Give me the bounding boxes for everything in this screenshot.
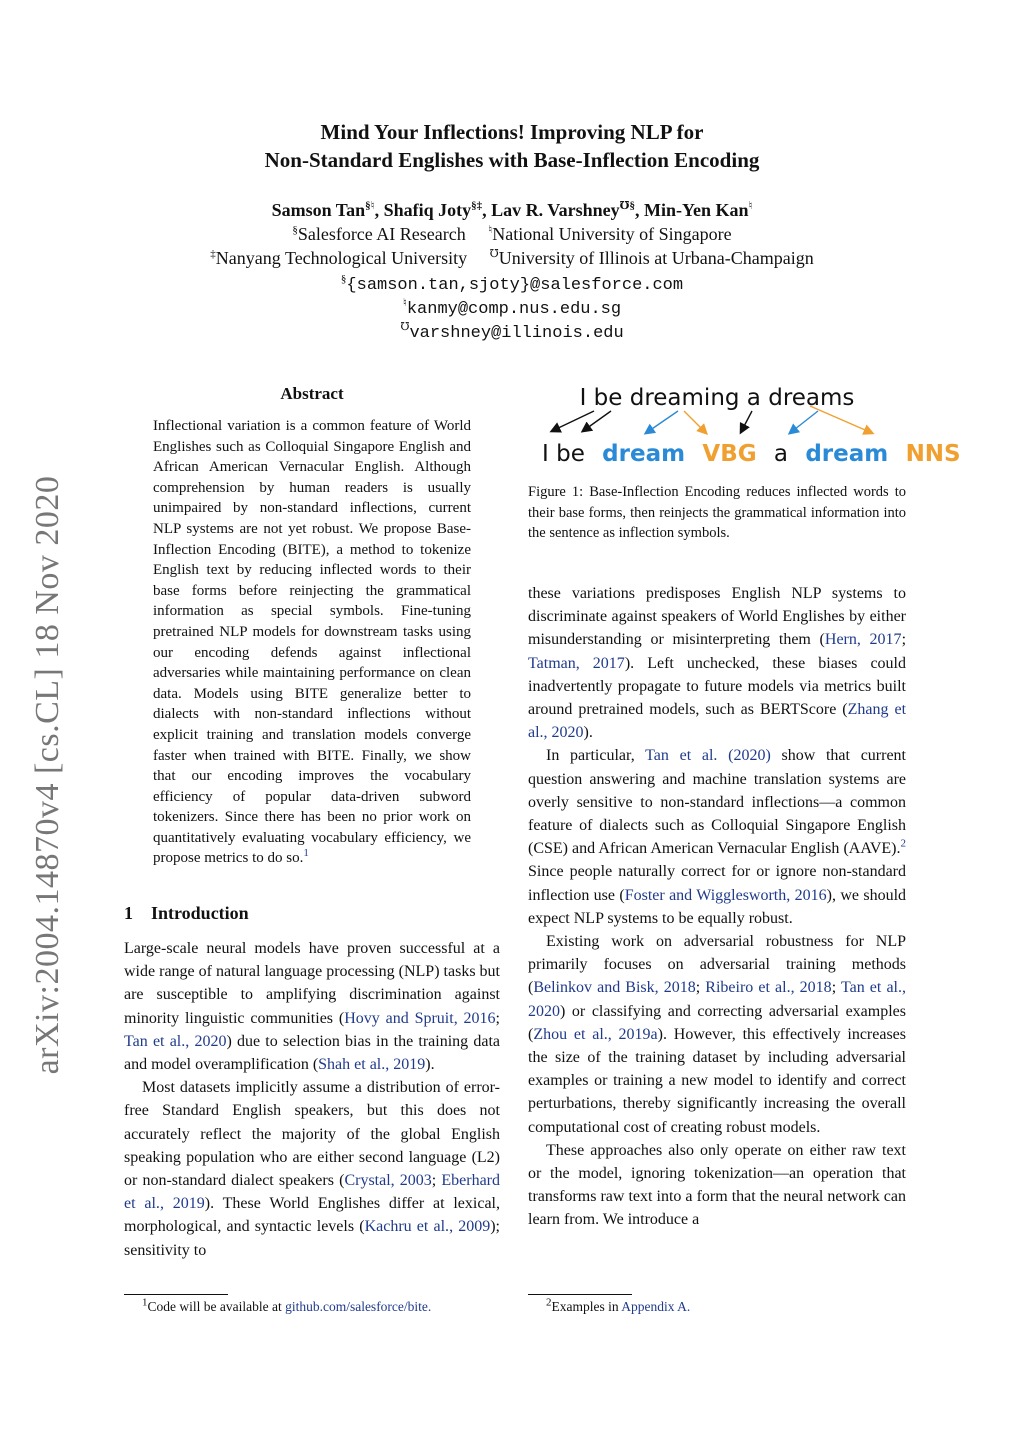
citation-link[interactable]: Hern, 2017 xyxy=(824,631,902,649)
affiliation-row-1 xyxy=(0,222,1024,246)
figure-1 xyxy=(528,378,961,474)
affiliation-mark: ℧ xyxy=(489,248,499,260)
affiliation-mark: ‡ xyxy=(210,248,216,260)
email-mark: ℧ xyxy=(400,321,410,333)
citation-author: Tan et al. xyxy=(124,1032,186,1050)
affiliation: National University of Singapore xyxy=(492,224,732,244)
affiliation-mark: § xyxy=(292,224,298,236)
footnote-link[interactable]: github.com/salesforce/bite. xyxy=(285,1299,432,1314)
paragraph-text: These approaches also only operate on either raw text or the model, ignoring tokenization—an operation that transforms raw text into a form that the neural network can learn from. We introduce a xyxy=(528,1141,906,1229)
paragraph: these variations predisposes English NLP systems to discriminate against speakers of World Englishes by either misunderstanding or misinterpreting them (Hern, 2017; Tatman, 2017). Left unchecked, these biases could inadvertently propagate to future models via metrics built around pretrained models, such as BERTScore (Zhang et al., 2020). xyxy=(528,585,907,742)
token-inflection: VBG xyxy=(702,441,757,467)
footnote-mark: 2 xyxy=(546,1296,552,1309)
arrow xyxy=(790,411,818,433)
paragraph: Most datasets implicitly assume a distribution of error-free Standard English speakers, but this does not accurately reflect the majority of the global English speaking population who are either second language (L2) or non-standard dialect speakers (Crystal, 2003; Eberhard et al., 2019). These World Englishes differ at lexical, morphological, and syntactic levels (Kachru et al., 2009); sensitivity to xyxy=(124,1079,501,1259)
citation-link[interactable]: Tatman, 2017 xyxy=(528,654,625,672)
figure-encoded-sentence xyxy=(542,441,961,467)
abstract-text: Inflectional variation is a common feature of World Englishes such as Colloquial Singapore English and African American Vernacular English. Although comprehension by human readers is usually unimpaired by non-standard inflections, current NLP systems are not yet robust. We propose Base-Inflection Encoding (BITE), a method to tokenize English text by reducing inflected words to their base forms before reinjecting the grammatical information as special symbols. Fine-tuning pretrained NLP models for downstream tasks using our encoding defends against inflectional adversaries while maintaining performance on clean data. Models using BITE generalize better to dialects with non-standard inflections without explicit training and translation models converge faster when trained with BITE. Finally, we show that our encoding improves the vocabulary efficiency of popular data-driven subword tokenizers. Since there has been no prior work on quantitatively evaluating vocabulary efficiency, we propose metrics to do so. xyxy=(153,418,471,867)
paragraph-text: ). Left unchecked, these biases could inadvertently propagate to future models via metrics built around pretrained models, such as BERTScore ( xyxy=(528,654,907,719)
citation-link[interactable]: Foster and Wigglesworth, 2016 xyxy=(624,886,827,904)
abstract-body xyxy=(153,416,471,869)
citation-year: 2003 xyxy=(399,1172,432,1190)
author-marks: §‡ xyxy=(471,200,483,212)
email[interactable]: {samson.tan,sjoty}@salesforce.com xyxy=(346,276,684,295)
footnote-mark: 1 xyxy=(142,1296,148,1309)
paragraph-text: ) or classifying and correcting adversarial examples ( xyxy=(528,1002,906,1043)
abstract-heading: Abstract xyxy=(280,384,344,403)
citation-link[interactable]: Crystal, 2003 xyxy=(344,1172,432,1190)
citation-year: 2019 xyxy=(172,1195,205,1213)
title-line-2: Non-Standard Englishes with Base-Inflection Encoding xyxy=(264,148,760,172)
left-column-body xyxy=(124,937,500,1262)
footnote xyxy=(142,1298,431,1316)
footnote-rule xyxy=(528,1294,632,1295)
citation-author: Kachru et al. xyxy=(364,1218,450,1236)
citation-link[interactable]: Shah et al., 2019 xyxy=(318,1056,426,1074)
affiliation-mark: ♮ xyxy=(488,224,493,236)
section-heading xyxy=(124,903,249,924)
citation-author: Shah et al. xyxy=(318,1056,386,1074)
author-name: Lav R. Varshney xyxy=(491,200,620,220)
paragraph-text: Since people naturally correct for or ignore non-standard inflection use ( xyxy=(528,863,906,904)
token: I be xyxy=(542,441,585,467)
paragraph-text: ). xyxy=(425,1056,435,1074)
paragraph-text: these variations predisposes English NLP systems to discriminate against speakers of World Englishes by either misunderstanding or misinterpreting them ( xyxy=(528,585,906,649)
footnote-ref[interactable]: 1 xyxy=(303,847,309,860)
citation-author: Eberhard et al. xyxy=(124,1172,501,1213)
email-row-1 xyxy=(0,271,1024,298)
email-row-2 xyxy=(0,295,1024,322)
paragraph: Existing work on adversarial robustness for NLP primarily focuses on adversarial training methods (Belinkov and Bisk, 2018; Ribeiro et al., 2018; Tan et al., 2020) or classifying and correcting adversarial examples (Zhou et al., 2019a). However, this effectively increases the size of the training dataset by including adversarial examples or training a new model to identify and correct perturbations, thereby significantly increasing the overall computational cost of creating robust models. xyxy=(528,933,907,1136)
affiliation: Nanyang Technological University xyxy=(215,248,468,268)
paragraph-text: ); sensitivity to xyxy=(124,1218,500,1259)
author-marks: ♮ xyxy=(748,200,753,212)
email-mark: ♮ xyxy=(402,297,407,309)
citation-author: Crystal xyxy=(344,1172,391,1190)
citation-link[interactable]: Hovy and Spruit, 2016 xyxy=(344,1009,496,1027)
paragraph xyxy=(528,744,906,930)
paragraph-text: ). These World Englishes differ at lexical, morphological, and syntactic levels ( xyxy=(124,1195,501,1236)
arxiv-sidebar xyxy=(2,250,94,1300)
title-line-1: Mind Your Inflections! Improving NLP for xyxy=(320,120,704,144)
author-name: Min-Yen Kan xyxy=(643,200,749,220)
citation-year: 2009 xyxy=(458,1218,491,1236)
author-marks: §♮ xyxy=(365,200,375,212)
citation-year: 2016 xyxy=(463,1009,496,1027)
figure-source-sentence: I be dreaming a dreams xyxy=(579,385,855,411)
citation-year: 2019 xyxy=(393,1056,426,1074)
figure-caption: Figure 1: Base-Inflection Encoding reduces inflected words to their base forms, then reinjects the grammatical information into the sentence as inflection symbols. xyxy=(528,484,906,542)
paragraph xyxy=(528,1139,906,1232)
paragraph-text: In particular, xyxy=(546,747,646,765)
citation-link[interactable]: Zhang et al., 2020 xyxy=(528,701,907,742)
author-marks: ℧§ xyxy=(619,200,635,212)
affiliation: University of Illinois at Urbana-Champaign xyxy=(498,248,814,268)
footnote-text: Examples in xyxy=(551,1299,622,1314)
arrow xyxy=(684,411,706,433)
token: a xyxy=(773,441,789,467)
author-name: Samson Tan xyxy=(271,200,366,220)
author-list: Samson Tan§♮, Shafiq Joty§‡, Lav R. Varshney℧§, Min-Yen Kan♮ xyxy=(271,200,753,220)
paragraph-text: ) due to selection bias in the training data and model overamplification ( xyxy=(124,1032,501,1074)
paragraph: Large-scale neural models have proven successful at a wide range of natural language processing (NLP) tasks but are susceptible to amplifying discrimination against minority linguistic communities (Hovy and Spruit, 2016; Tan et al., 2020) due to selection bias in the training data and model overamplification (Shah et al., 2019). xyxy=(124,940,501,1074)
citation-link[interactable]: Tan et al., 2020 xyxy=(124,1032,227,1050)
affiliation: Salesforce AI Research xyxy=(297,224,466,244)
paragraph-text: Large-scale neural models have proven successful at a wide range of natural language processing (NLP) tasks but are susceptible to amplifying discrimination against minority linguistic communities ( xyxy=(124,940,500,1027)
footnote-ref[interactable]: 2 xyxy=(900,837,906,850)
citation-link[interactable]: Eberhard et al., 2019 xyxy=(124,1172,501,1213)
paper-title xyxy=(0,118,1024,174)
paragraph-text: Most datasets implicitly assume a distribution of error-free Standard English speakers, but this does not accurately reflect the majority of the global English speaking population who are either second language (L2) or non-standard dialect speakers ( xyxy=(124,1079,500,1190)
footnote-text: Code will be available at xyxy=(147,1299,286,1314)
citation-link[interactable]: Zhou et al., 2019a xyxy=(533,1025,658,1043)
email[interactable]: kanmy@comp.nus.edu.sg xyxy=(406,300,622,319)
footnote-link[interactable]: Appendix A. xyxy=(621,1299,691,1314)
citation-link[interactable]: Tan et al., 2020 xyxy=(528,979,907,1020)
email-row-3 xyxy=(0,319,1024,346)
email[interactable]: varshney@illinois.edu xyxy=(409,324,624,343)
citation-link[interactable]: Tan et al. (2020) xyxy=(645,747,771,765)
footnote xyxy=(546,1298,690,1316)
paragraph-text: ). However, this effectively increases the size of the training dataset by including adversarial examples or training a new model to identify and correct perturbations, thereby significantly increasing the overall computational cost of creating robust models. xyxy=(528,1025,907,1136)
paragraph-text: Existing work on adversarial robustness for NLP primarily focuses on adversarial training methods ( xyxy=(528,933,906,997)
citation-author: Hovy and Spruit xyxy=(344,1009,454,1027)
arxiv-identifier: arXiv:2004.14870v4 [cs.CL] 18 Nov 2020 xyxy=(29,475,66,1075)
right-column-body xyxy=(528,582,906,1232)
token-base: dream xyxy=(602,441,686,467)
footnote-rule xyxy=(124,1294,228,1295)
section-title: Introduction xyxy=(151,903,249,923)
citation-link[interactable]: Ribeiro et al., 2018 xyxy=(705,979,832,997)
paragraph-text: show that current question answering and machine translation systems are overly sensitive to non-standard inflections—a common feature of dialects such as Colloquial Singapore English (CSE) and African American Vernacular English (AAVE). xyxy=(528,747,906,858)
citation-link[interactable]: Belinkov and Bisk, 2018 xyxy=(533,979,696,997)
citation-year: 2020 xyxy=(194,1032,227,1050)
paragraph-text: ), we should expect NLP systems to be equally robust. xyxy=(528,886,907,927)
section-number: 1 xyxy=(124,903,133,923)
citation-link[interactable]: Kachru et al., 2009 xyxy=(364,1218,491,1236)
affiliation-row-2 xyxy=(0,246,1024,270)
author-name: Shafiq Joty xyxy=(383,200,472,220)
email-mark: § xyxy=(340,273,347,285)
token-base: dream xyxy=(805,441,889,467)
arrow xyxy=(741,411,752,432)
token-inflection: NNS xyxy=(905,441,961,467)
paragraph-text: ). xyxy=(583,724,593,742)
arrow xyxy=(646,411,678,433)
